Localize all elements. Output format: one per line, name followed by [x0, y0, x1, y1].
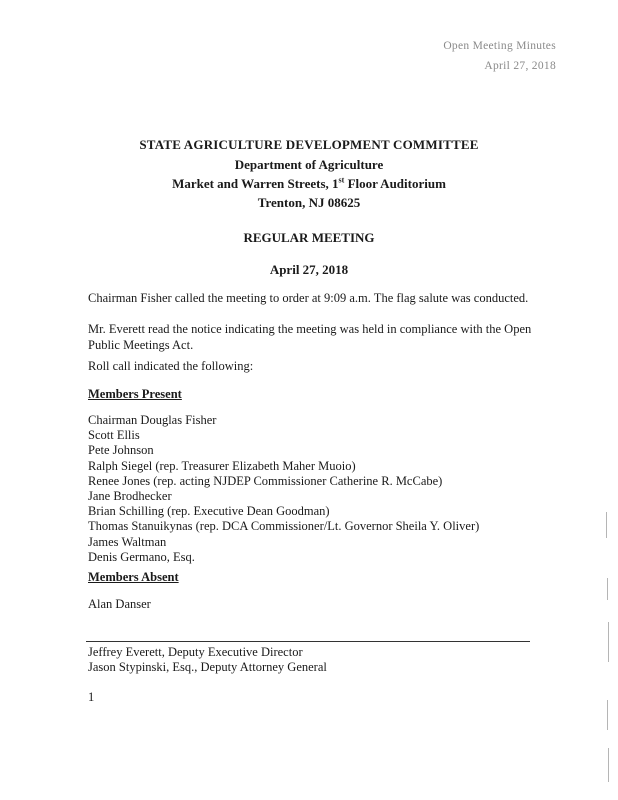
list-item: Pete Johnson	[88, 443, 154, 458]
page-number: 1	[88, 690, 95, 704]
scan-edge-mark	[608, 748, 609, 782]
scan-edge-mark	[608, 622, 609, 662]
minutes-stamp-title: Open Meeting Minutes	[443, 40, 556, 52]
list-item: Renee Jones (rep. acting NJDEP Commissioner Catherine R. McCabe)	[88, 473, 443, 488]
members-absent-list	[88, 597, 151, 612]
list-item: Chairman Douglas Fisher	[88, 413, 217, 427]
list-item: Alan Danser	[88, 597, 151, 611]
members-present-heading: Members Present	[88, 387, 182, 401]
meeting-city: Trenton, NJ 08625	[257, 195, 361, 210]
committee-name: STATE AGRICULTURE DEVELOPMENT COMMITTEE	[139, 137, 479, 152]
staff-list	[88, 645, 327, 675]
department-name: Department of Agriculture	[234, 157, 384, 172]
list-item: Scott Ellis	[88, 428, 140, 443]
members-present-list	[88, 413, 479, 565]
list-item: Jason Stypinski, Esq., Deputy Attorney General	[88, 660, 327, 675]
list-item: Ralph Siegel (rep. Treasurer Elizabeth Maher Muoio)	[88, 458, 356, 473]
meeting-type: REGULAR MEETING	[243, 230, 375, 245]
call-to-order-paragraph: Chairman Fisher called the meeting to order at 9:09 a.m. The flag salute was conducted.	[88, 291, 529, 305]
scan-edge-mark	[607, 700, 608, 730]
list-item: James Waltman	[88, 534, 167, 549]
address-main: Market and Warren Streets, 1	[172, 176, 339, 191]
members-absent-heading: Members Absent	[88, 570, 179, 584]
notice-paragraph: Mr. Everett read the notice indicating the meeting was held in compliance with the Open Public Meetings Act.	[88, 322, 532, 352]
scan-edge-mark	[607, 578, 608, 600]
roll-call-paragraph: Roll call indicated the following:	[88, 359, 254, 373]
address-floor: Floor Auditorium	[344, 176, 446, 191]
list-item: Jane Brodhecker	[88, 489, 172, 504]
meeting-date: April 27, 2018	[269, 262, 349, 277]
list-item: Brian Schilling (rep. Executive Dean Goodman)	[88, 504, 330, 519]
minutes-stamp-date: April 27, 2018	[484, 60, 556, 72]
section-divider	[86, 641, 530, 642]
list-item: Denis Germano, Esq.	[88, 549, 195, 564]
address-ordinal: st	[338, 175, 345, 185]
list-item: Jeffrey Everett, Deputy Executive Director	[88, 645, 303, 659]
meeting-address	[0, 176, 618, 192]
scan-edge-mark	[606, 512, 607, 538]
list-item: Thomas Stanuikynas (rep. DCA Commissioner/Lt. Governor Sheila Y. Oliver)	[88, 519, 480, 534]
